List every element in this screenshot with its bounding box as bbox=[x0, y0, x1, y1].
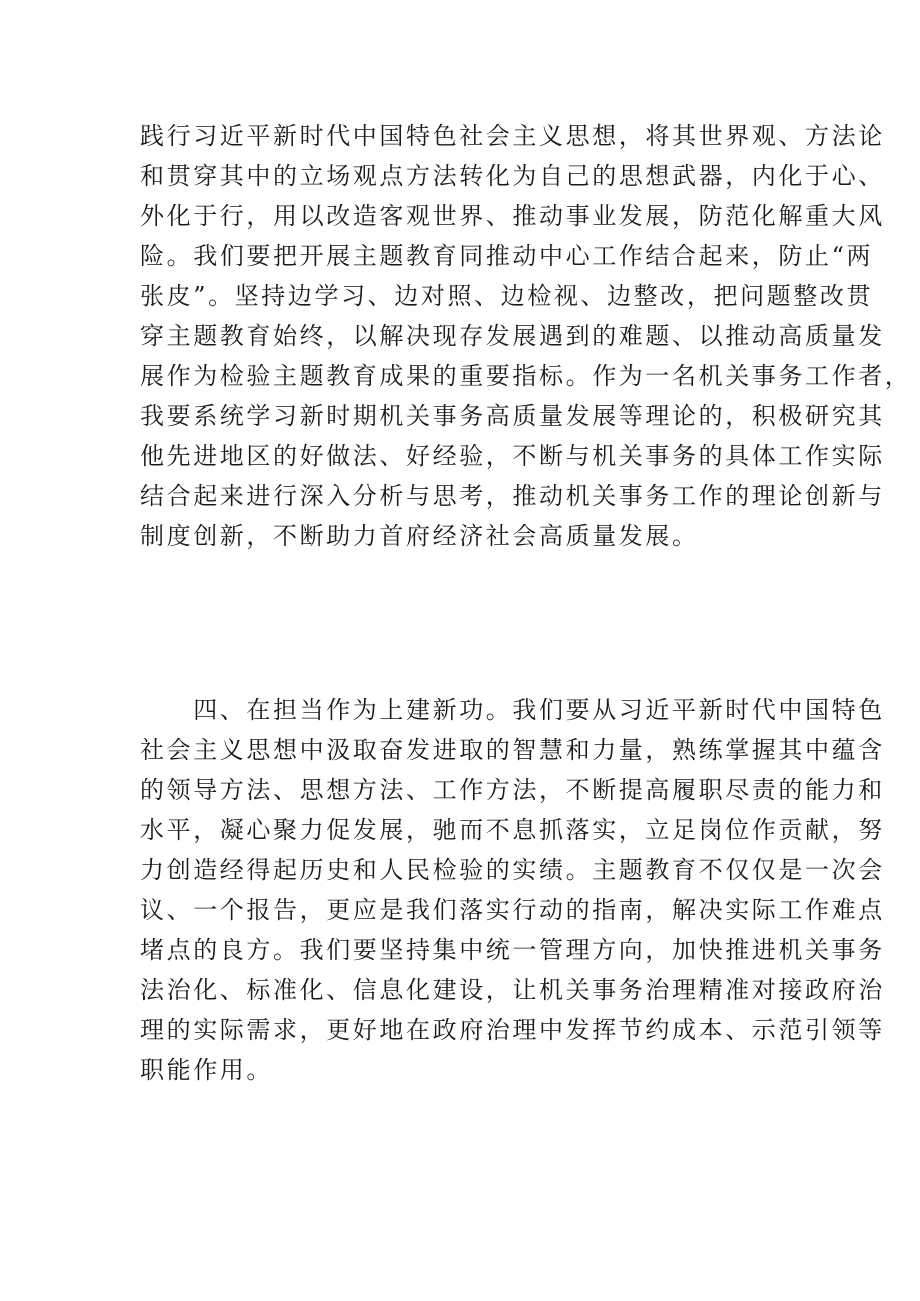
paragraph-line: 穿主题教育始终，以解决现存发展遇到的难题、以推动高质量发 bbox=[140, 322, 885, 350]
paragraph-3-continuation bbox=[140, 116, 912, 556]
paragraph-line: 法治化、标准化、信息化建设，让机关事务治理精准对接政府治 bbox=[140, 976, 885, 1004]
paragraph-line: 我要系统学习新时期机关事务高质量发展等理论的，积极研究其 bbox=[140, 402, 885, 430]
paragraph-line: 外化于行，用以改造客观世界、推动事业发展，防范化解重大风 bbox=[140, 202, 885, 230]
paragraph-line: 堵点的良方。我们要坚持集中统一管理方向，加快推进机关事务 bbox=[140, 936, 885, 964]
paragraph-line: 践行习近平新时代中国特色社会主义思想，将其世界观、方法论 bbox=[140, 122, 885, 150]
paragraph-line: 和贯穿其中的立场观点方法转化为自己的思想武器，内化于心、 bbox=[140, 162, 885, 190]
paragraph-4 bbox=[140, 690, 885, 1090]
paragraph-line: 四、在担当作为上建新功。我们要从习近平新时代中国特色 bbox=[140, 696, 885, 724]
paragraph-line: 险。我们要把开展主题教育同推动中心工作结合起来，防止“两 bbox=[140, 242, 874, 270]
paragraph-line: 职能作用。 bbox=[140, 1056, 273, 1084]
paragraph-line: 议、一个报告，更应是我们落实行动的指南，解决实际工作难点 bbox=[140, 896, 885, 924]
paragraph-line: 水平，凝心聚力促发展，驰而不息抓落实，立足岗位作贡献，努 bbox=[140, 816, 885, 844]
paragraph-line: 制度创新，不断助力首府经济社会高质量发展。 bbox=[140, 522, 699, 550]
paragraph-line: 社会主义思想中汲取奋发进取的智慧和力量，熟练掌握其中蕴含 bbox=[140, 736, 885, 764]
paragraph-line: 理的实际需求，更好地在政府治理中发挥节约成本、示范引领等 bbox=[140, 1016, 885, 1044]
paragraph-line: 展作为检验主题教育成果的重要指标。作为一名机关事务工作者， bbox=[140, 362, 912, 390]
paragraph-line: 结合起来进行深入分析与思考，推动机关事务工作的理论创新与 bbox=[140, 482, 885, 510]
paragraph-line: 他先进地区的好做法、好经验，不断与机关事务的具体工作实际 bbox=[140, 442, 885, 470]
paragraph-line: 力创造经得起历史和人民检验的实绩。主题教育不仅仅是一次会 bbox=[140, 856, 885, 884]
paragraph-line: 张皮”。坚持边学习、边对照、边检视、边整改，把问题整改贯 bbox=[140, 282, 874, 310]
paragraph-line: 的领导方法、思想方法、工作方法，不断提高履职尽责的能力和 bbox=[140, 776, 885, 804]
